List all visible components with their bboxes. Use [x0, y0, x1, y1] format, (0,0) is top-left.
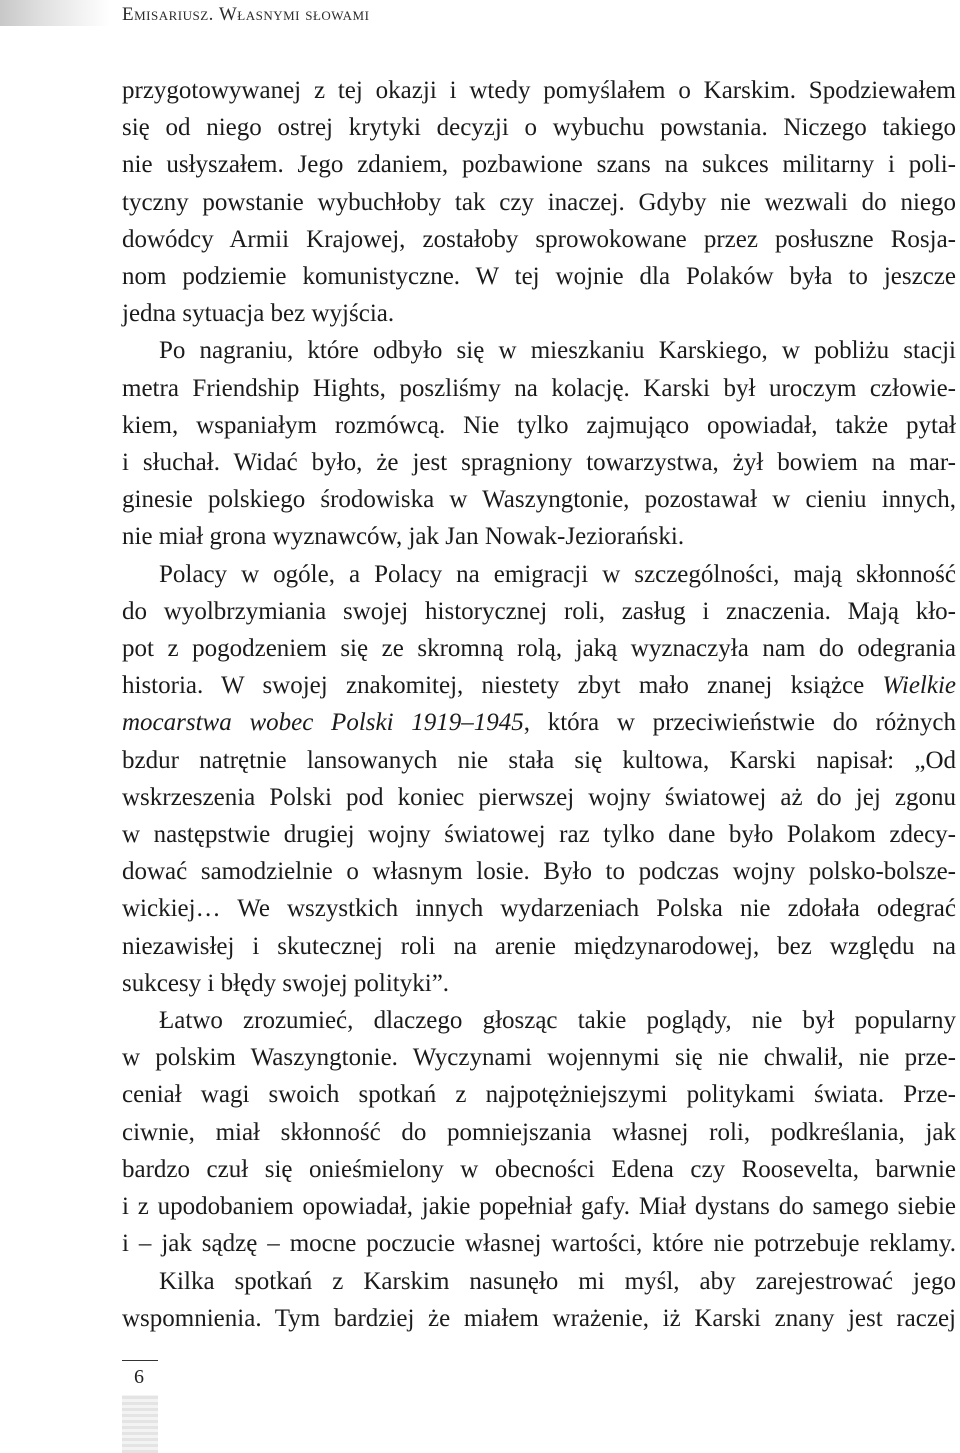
paragraph-3 [122, 556, 956, 1002]
scan-corner-shading [0, 0, 110, 26]
text-line: tyczny powstanie wybuchłoby tak czy inaczej. Gdyby nie wezwali do niego [122, 188, 956, 216]
text-run: , która w przeciwieństwie do różnych [523, 709, 956, 737]
paragraph-2 [122, 332, 956, 555]
text-line: metra Friendship Hights, poszliśmy na kolację. Karski był uroczym człowie- [122, 374, 956, 402]
text-line: nom podziemie komunistyczne. W tej wojnie dla Polaków była to jeszcze [122, 263, 956, 291]
text-line: Kilka spotkań z Karskim nasunęło mi myśl, aby zarejestrować jego [159, 1267, 956, 1295]
text-line: sukcesy i błędy swojej polityki”. [122, 969, 450, 997]
running-head: Emisariusz. Własnymi słowami [122, 4, 370, 25]
paragraph-1 [122, 72, 956, 332]
paragraph-5 [122, 1263, 956, 1337]
text-line: dowódcy Armii Krajowej, zostałoby sprowokowane przez posłuszne Rosja- [122, 225, 956, 253]
text-line: jedna sytuacja bez wyjścia. [122, 300, 395, 328]
text-line: bardzo czuł się onieśmielony w obecności Edena czy Roosevelta, barwnie [122, 1155, 956, 1183]
text-line [122, 704, 956, 741]
book-title: Wielkie [882, 672, 956, 700]
text-line: pot z pogodzeniem się ze skromną rolą, jaką wyznaczyła nam do odegrania [122, 635, 956, 663]
text-line: i z upodobaniem opowiadał, jakie popełniał gafy. Miał dystans do samego siebie [122, 1193, 956, 1221]
text-line: i słuchał. Widać było, że jest spragniony towarzystwa, żył bowiem na mar- [122, 449, 956, 477]
text-line: Po nagraniu, które odbyło się w mieszkaniu Karskiego, w pobliżu stacji [159, 337, 956, 365]
paragraph-4 [122, 1002, 956, 1262]
text-line: niezawisłej i skutecznej roli na arenie międzynarodowej, bez względu na [122, 932, 956, 960]
text-line: i – jak sądzę – mocne poczucie własnej wartości, które nie potrzebuje reklamy. [122, 1230, 956, 1258]
scan-edge-shading [122, 1395, 158, 1453]
text-line: w następstwie drugiej wojny światowej raz tylko dane było Polakom zdecy- [122, 821, 956, 849]
text-line: Łatwo zrozumieć, dlaczego głosząc takie poglądy, nie był popularny [159, 1007, 956, 1035]
text-line: ginesie polskiego środowiska w Waszyngtonie, pozostawał w cieniu innych, [122, 486, 956, 514]
text-line: nie usłyszałem. Jego zdaniem, pozbawione szans na sukces militarny i poli- [122, 151, 956, 179]
text-line: dować samodzielnie o własnym losie. Było to podczas wojny polsko-bolsze- [122, 858, 956, 886]
text-line: ciwnie, miał skłonność do pomniejszania własnej roli, podkreślania, jak [122, 1118, 956, 1146]
folio-rule [122, 1360, 158, 1361]
text-line: w polskim Waszyngtonie. Wyczynami wojennymi się nie chwalił, nie prze- [122, 1044, 956, 1072]
text-line: bzdur natrętnie lansowanych nie stała się kultowa, Karski napisał: „Od [122, 746, 956, 774]
text-run: historia. W swojej znakomitej, niestety zbyt mało znanej książce [122, 672, 883, 700]
text-line: przygotowywanej z tej okazji i wtedy pomyślałem o Karskim. Spodziewałem [122, 77, 956, 104]
text-line: nie miał grona wyznawców, jak Jan Nowak-Jeziorański. [122, 523, 685, 551]
text-line: wickiej… We wszystkich innych wydarzeniach Polska nie zdołała odegrać [122, 895, 956, 923]
body-text [122, 72, 956, 1337]
text-line [122, 667, 956, 704]
book-title: mocarstwa wobec Polski 1919–1945 [122, 709, 524, 737]
text-line: Polacy w ogóle, a Polacy na emigracji w szczególności, mają skłonność [159, 560, 956, 588]
text-line: wspomnienia. Tym bardziej że miałem wrażenie, iż Karski znany jest raczej [122, 1304, 956, 1332]
text-line: się od niego ostrej krytyki decyzji o wybuchu powstania. Niczego takiego [122, 114, 956, 142]
text-line: ceniał wagi swoich spotkań z najpotężniejszymi politykami świata. Prze- [122, 1081, 956, 1109]
text-line: do wyolbrzymiania swojej historycznej roli, zasług i znaczenia. Mają kło- [122, 597, 956, 625]
text-line: wskrzeszenia Polski pod koniec pierwszej wojny światowej aż do jej zgonu [122, 783, 956, 811]
text-line: kiem, wspaniałym rozmówcą. Nie tylko zajmująco opowiadał, także pytał [122, 411, 956, 439]
page-number: 6 [134, 1366, 144, 1388]
